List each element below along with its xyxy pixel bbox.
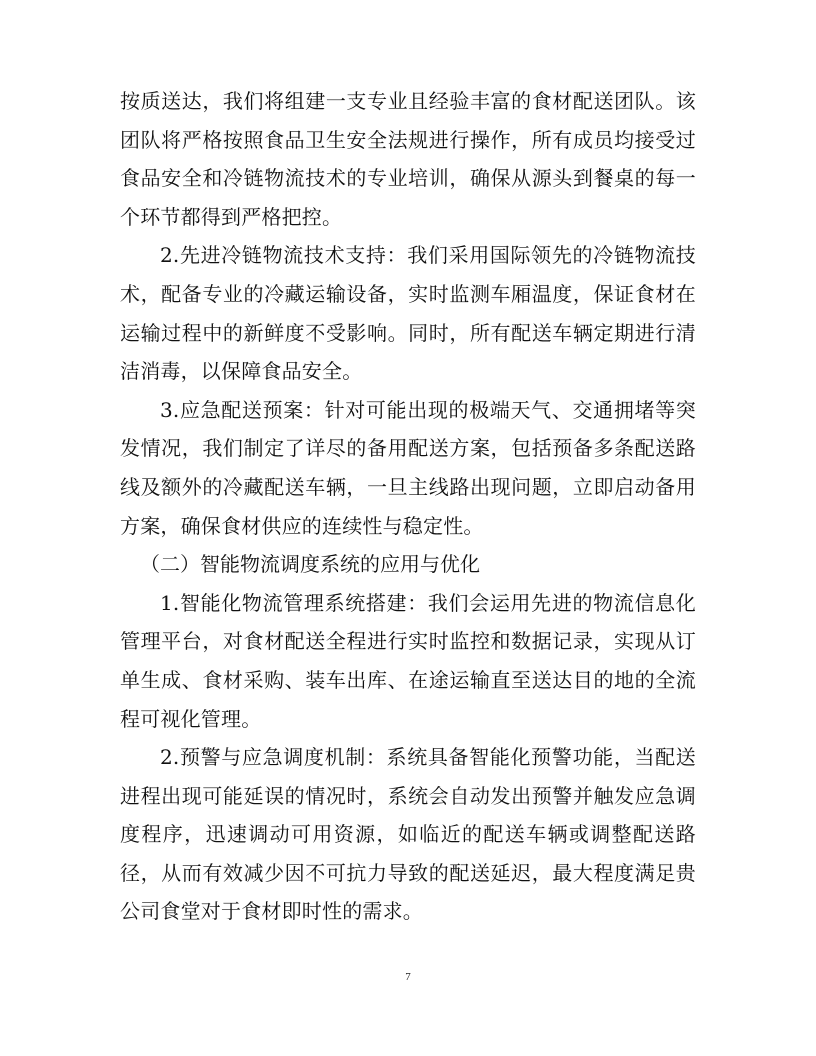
body-text [120, 82, 696, 931]
paragraph-team-continuation: 按质送达，我们将组建一支专业且经验丰富的食材配送团队。该团队将严格按照食品卫生安全法规进行操作，所有成员均接受过食品安全和冷链物流技术的专业培训，确保从源头到餐桌的每一个环节都得到严格把控。 [120, 89, 696, 229]
section-heading-smart-logistics: （二）智能物流调度系统的应用与优化 [140, 552, 480, 577]
paragraph-emergency-plan: 3.应急配送预案：针对可能出现的极端天气、交通拥堵等突发情况，我们制定了详尽的备用配送方案，包括预备多条配送路线及额外的冷藏配送车辆，一旦主线路出现问题，立即启动备用方案，确保食材供应的连续性与稳定性。 [120, 397, 696, 538]
paragraph-logistics-management-system: 1.智能化物流管理系统搭建：我们会运用先进的物流信息化管理平台，对食材配送全程进行实时监控和数据记录，实现从订单生成、食材采购、装车出库、在途运输直至送达目的地的全流程可视化管理。 [120, 590, 696, 731]
paragraph-warning-dispatch: 2.预警与应急调度机制：系统具备智能化预警功能，当配送进程出现可能延误的情况时，系统会自动发出预警并触发应急调度程序，迅速调动可用资源，如临近的配送车辆或调整配送路径，从而有效减少因不可抗力导致的配送延迟，最大程度满足贵公司食堂对于食材即时性的需求。 [120, 745, 696, 924]
paragraph-cold-chain-technology: 2.先进冷链物流技术支持：我们采用国际领先的冷链物流技术，配备专业的冷藏运输设备，实时监测车厢温度，保证食材在运输过程中的新鲜度不受影响。同时，所有配送车辆定期进行清洁消毒，以保障食品安全。 [120, 243, 696, 384]
page-number: 7 [405, 971, 411, 983]
